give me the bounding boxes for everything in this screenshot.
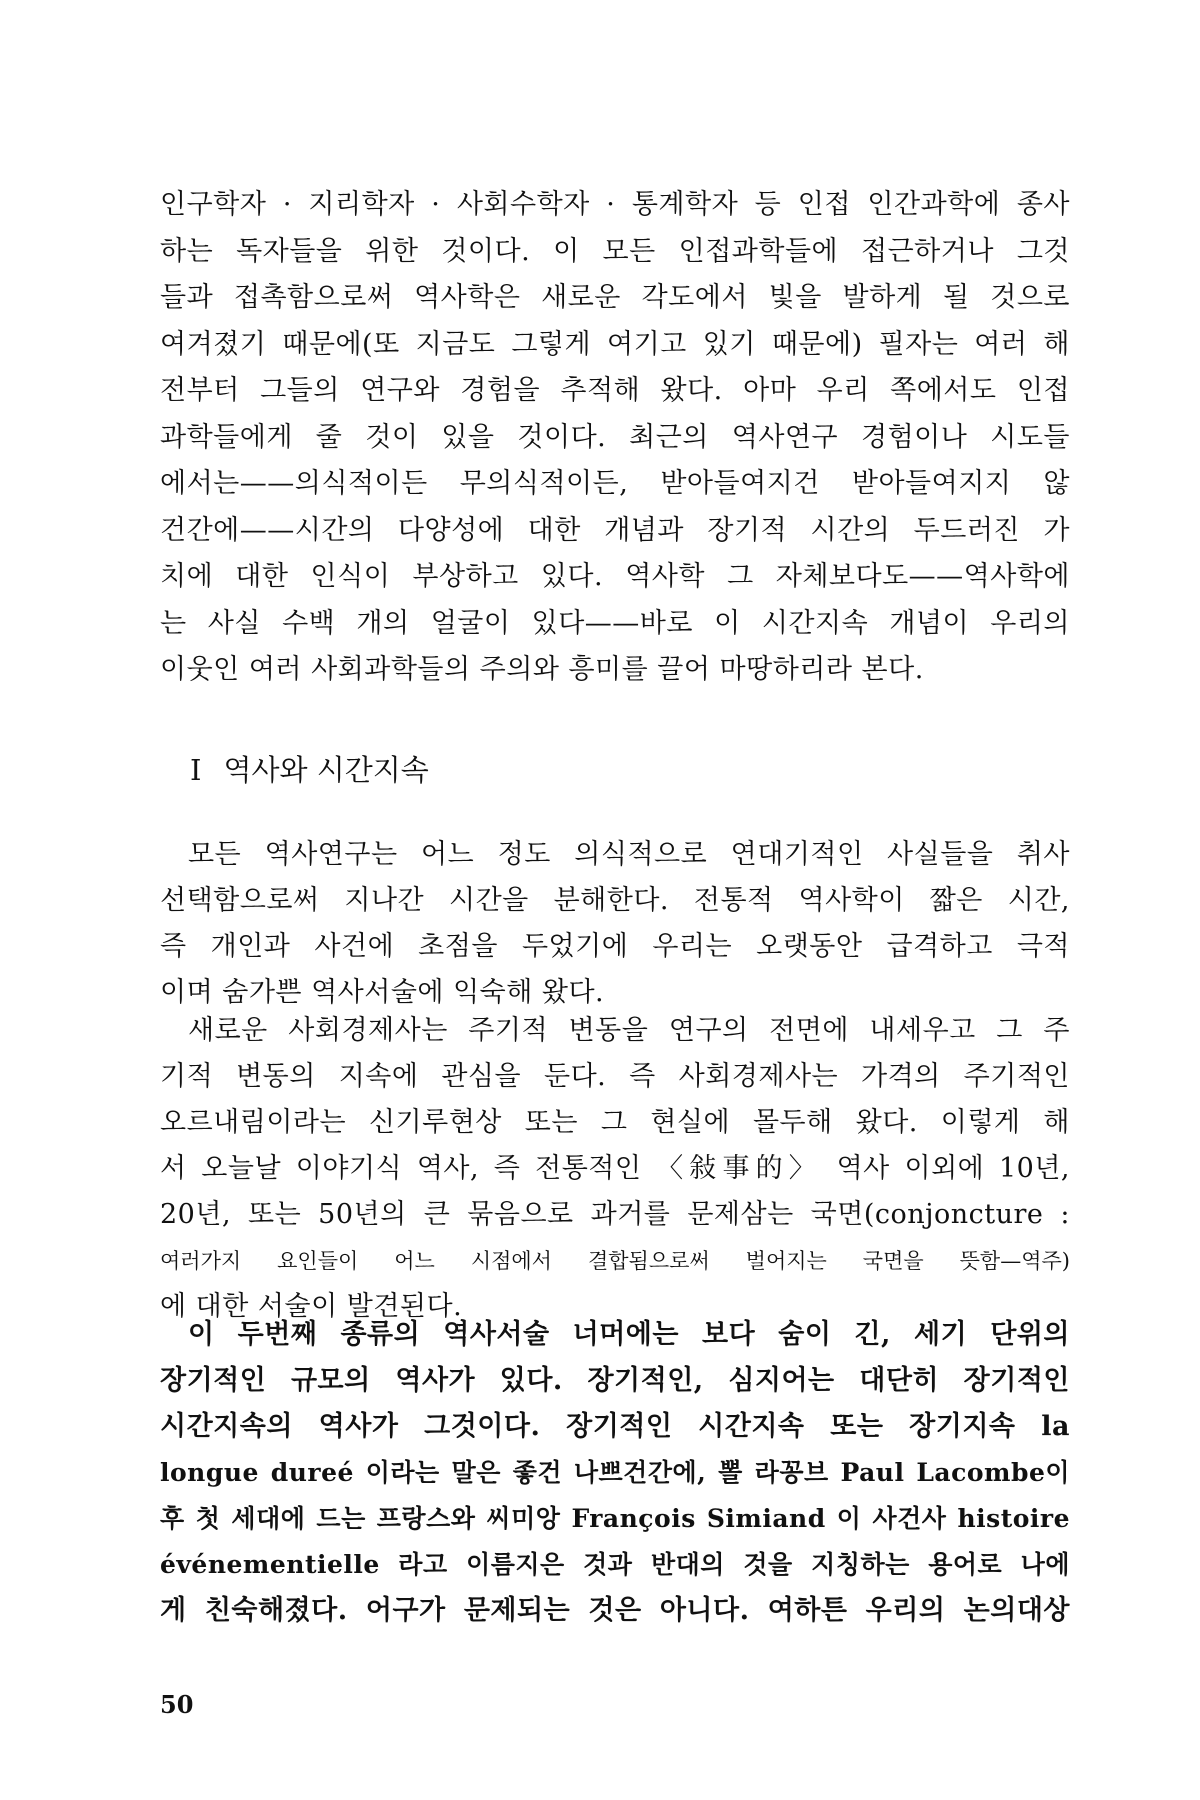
paragraph-socioeconomic-history (160, 1008, 1070, 1330)
text-line: 선택함으로써 지나간 시간을 분해한다. 전통적 역사학이 짧은 시간, (160, 885, 1070, 916)
text-line: 20년, 또는 50년의 큰 묶음으로 과거를 문제삼는 국면(conjoncture : (160, 1199, 1070, 1230)
text-line: 이웃인 여러 사회과학들의 주의와 흥미를 끌어 마땅하리라 본다. (160, 654, 924, 685)
text-line: 들과 접촉함으로써 역사학은 새로운 각도에서 빛을 발하게 될 것으로 (160, 282, 1070, 313)
text-line: 이 두번째 종류의 역사서술 너머에는 보다 숨이 긴, 세기 단위의 (188, 1319, 1070, 1350)
page-number: 50 (160, 1690, 194, 1719)
text-line: 후 첫 세대에 드는 프랑스와 씨미앙 François Simiand 이 사건사 histoire (160, 1504, 1070, 1533)
text-line: longue dureé 이라는 말은 좋건 나쁘건간에, 뽈 라꽁브 Paul Lacombe이 (160, 1458, 1070, 1487)
text-line: 즉 개인과 사건에 초점을 두었기에 우리는 오랫동안 급격하고 극적 (160, 931, 1070, 962)
text-line: 는 사실 수백 개의 얼굴이 있다——바로 이 시간지속 개념이 우리의 (160, 607, 1070, 639)
text-line: événementielle 라고 이름지은 것과 반대의 것을 지칭하는 용어로 나에 (160, 1550, 1070, 1579)
text-line: 과학들에게 줄 것이 있을 것이다. 최근의 역사연구 경험이나 시도들 (160, 421, 1070, 453)
text-line: 에서는——의식적이든 무의식적이든, 받아들여지건 받아들여지지 않 (160, 468, 1070, 499)
text-line: 서 오늘날 이야기식 역사, 즉 전통적인 〈敍事的〉 역사 이외에 10년, (160, 1153, 1070, 1184)
text-line: 시간지속의 역사가 그것이다. 장기적인 시간지속 또는 장기지속 la (160, 1411, 1070, 1442)
text-line: 오르내림이라는 신기루현상 또는 그 현실에 몰두해 왔다. 이렇게 해 (160, 1107, 1070, 1138)
section-heading (190, 750, 429, 790)
text-line: 게 친숙해졌다. 어구가 문제되는 것은 아니다. 여하튼 우리의 논의대상 (160, 1595, 1070, 1626)
text-line: 치에 대한 인식이 부상하고 있다. 역사학 그 자체보다도——역사학에 (160, 561, 1070, 592)
text-line: 여겨졌기 때문에(또 지금도 그렇게 여기고 있기 때문에) 필자는 여러 해 (160, 328, 1070, 360)
paragraph-history-research (160, 832, 1070, 1016)
section-number: I (190, 753, 202, 787)
text-line: 건간에——시간의 다양성에 대한 개념과 장기적 시간의 두드러진 가 (160, 514, 1070, 546)
text-line: 새로운 사회경제사는 주기적 변동을 연구의 전면에 내세우고 그 주 (188, 1015, 1070, 1046)
text-line: 이며 숨가쁜 역사서술에 익숙해 왔다. (160, 977, 605, 1008)
translator-note-line: 여러가지 요인들이 어느 시점에서 결합됨으로써 벌어지는 국면을 뜻함—역주) (160, 1249, 1070, 1273)
section-title: 역사와 시간지속 (223, 753, 429, 787)
text-line: 에 대한 서술이 발견된다. (160, 1291, 463, 1322)
text-line: 기적 변동의 지속에 관심을 둔다. 즉 사회경제사는 가격의 주기적인 (160, 1061, 1070, 1092)
text-line: 하는 독자들을 위한 것이다. 이 모든 인접과학들에 접근하거나 그것 (160, 235, 1070, 267)
text-line: 전부터 그들의 연구와 경험을 추적해 왔다. 아마 우리 쪽에서도 인접 (160, 375, 1070, 406)
paragraph-longue-duree (160, 1312, 1070, 1634)
text-line: 장기적인 규모의 역사가 있다. 장기적인, 심지어는 대단히 장기적인 (160, 1365, 1070, 1396)
text-line: 모든 역사연구는 어느 정도 의식적으로 연대기적인 사실들을 취사 (188, 839, 1070, 870)
paragraph-intro (160, 182, 1070, 694)
text-line: 인구학자 · 지리학자 · 사회수학자 · 통계학자 등 인접 인간과학에 종사 (160, 189, 1070, 220)
